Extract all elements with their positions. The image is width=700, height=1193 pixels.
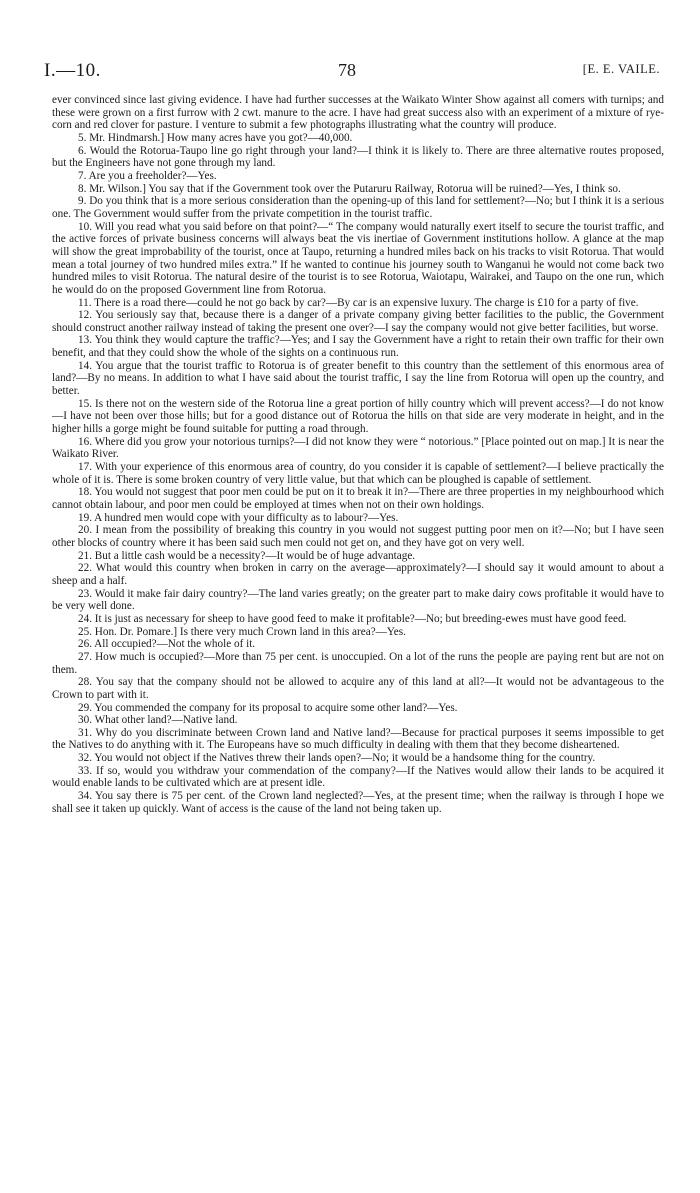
question-25: 25. Hon. Dr. Pomare.] Is there very much Crown land in this area?—Yes. xyxy=(78,625,406,638)
question-31: 31. Why do you discriminate between Crown land and Native land?—Because for practical purposes it seems impossible to get the Natives to do anything with it. The Europeans have so much difficulty in dealing with them that they become disheartened. xyxy=(52,726,664,752)
question-29: 29. You commended the company for its proposal to acquire some other land?—Yes. xyxy=(78,701,458,714)
witness-name: [E. E. VAILE. xyxy=(582,62,660,76)
question-8: 8. Mr. Wilson.] You say that if the Government took over the Putaruru Railway, Rotorua will be ruined?—Yes, I think so. xyxy=(78,182,621,195)
question-14: 14. You argue that the tourist traffic to Rotorua is of greater benefit to this country than the settlement of this enormous area of land?—By no means. In addition to what I have said about the tourist traffic, I say the line from Rotorua will open up the country, and better. xyxy=(52,359,664,398)
question-26: 26. All occupied?—Not the whole of it. xyxy=(78,638,256,651)
question-12: 12. You seriously say that, because there is a danger of a private company giving better facilities to the public, the Government should construct another railway instead of taking the present one over?—I say the company would not give better facilities, but worse. xyxy=(52,309,664,334)
question-20: 20. I mean from the possibility of breaking this country in you would not suggest putting poor men on it?—No; but I have seen other blocks of country where it has been said such men could not get on, and they have got on very well. xyxy=(52,524,664,549)
question-22: 22. What would this country when broken in carry on the average—approximately?—I should say it would amount to about a sheep and a half. xyxy=(52,562,664,587)
question-17: 17. With your experience of this enormous area of country, do you consider it is capable of settlement?—I believe practically the whole of it is. There is some broken country of very little value, but that which can be ploughed is capable of settlement. xyxy=(52,461,664,486)
question-34: 34. You say there is 75 per cent. of the Crown land neglected?—Yes, at the present time; when the railway is through I hope we shall see it taken up quickly. Want of access is the cause of the land not being taken up. xyxy=(52,790,664,815)
page-number: 78 xyxy=(338,60,356,80)
question-10: 10. Will you read what you said before on that point?—“ The company would naturally exert itself to secure the tourist traffic, and the active forces of private business concerns will always beat the vis inertiae of Government institutions hollow. A glance at the map will show the great improbability of the tourist, once at Taupo, returning a hundred miles back on his tracks to visit Rotorua. That would mean a total journey of two hundred miles extra.” If he wanted to continue his journey south to Wanganui he would not come back two hundred miles to visit Rotorua. The natural desire of the tourist is to see Rotorua, Waiotapu, Wairakei, and Taupo on the one run, which he would do on the proposed Government line from Rotorua. xyxy=(52,220,664,296)
question-5: 5. Mr. Hindmarsh.] How many acres have you got?—40,000. xyxy=(78,131,353,144)
question-28: 28. You say that the company should not be allowed to acquire any of this land at all?—It would not be advantageous to the Crown to part with it. xyxy=(52,676,664,701)
question-9: 9. Do you think that is a more serious consideration than the opening-up of this land for settlement?—No; but I think it is a serious one. The Government would suffer from the private competition in the tourist traffic. xyxy=(52,195,664,220)
question-15: 15. Is there not on the western side of the Rotorua line a great portion of hilly country which will prevent access?—I do not know—I have not been over those hills; but for a good distance out of Rotorua the hills on that side are very moderate in height, and in the higher hills a gorge might be found suitable for putting a road through. xyxy=(52,397,664,436)
body-text xyxy=(52,94,664,815)
question-30: 30. What other land?—Native land. xyxy=(78,714,238,727)
page-reference: I.—10. xyxy=(44,60,101,81)
question-6: 6. Would the Rotorua-Taupo line go right through your land?—I think it is likely to. There are three alternative routes proposed, but the Engineers have not gone through my land. xyxy=(52,144,664,170)
question-32: 32. You would not object if the Natives threw their lands open?—No; it would be a handsome thing for the country. xyxy=(78,752,596,765)
question-27: 27. How much is occupied?—More than 75 per cent. is unoccupied. On a lot of the runs the people are paying rent but are not on them. xyxy=(52,650,664,676)
question-24: 24. It is just as necessary for sheep to have good feed to make it profitable?—No; but breeding-ewes must have good feed. xyxy=(78,612,627,625)
question-19: 19. A hundred men would cope with your difficulty as to labour?—Yes. xyxy=(78,511,399,524)
question-33: 33. If so, would you withdraw your commendation of the company?—If the Natives would allow their lands to be acquired it would enable lands to be cultivated which are at present idle. xyxy=(52,764,664,790)
question-16: 16. Where did you grow your notorious turnips?—I did not know they were “ notorious.” [Place pointed out on map.] It is near the Waikato River. xyxy=(52,435,664,461)
question-13: 13. You think they would capture the traffic?—Yes; and I say the Government have a right to retain their own traffic for their own benefit, and that they could show the whole of the sights on a continuous run. xyxy=(52,334,664,360)
question-7: 7. Are you a freeholder?—Yes. xyxy=(78,169,217,182)
question-18: 18. You would not suggest that poor men could be put on it to break it in?—There are three properties in my neighbourhood which cannot obtain labour, and poor men could be employed at times when not on their own holdings. xyxy=(52,486,664,511)
question-11: 11. There is a road there—could he not go back by car?—By car is an expensive luxury. The charge is £10 for a party of five. xyxy=(78,296,639,309)
question-21: 21. But a little cash would be a necessity?—It would be of huge advantage. xyxy=(78,549,416,562)
question-23: 23. Would it make fair dairy country?—The land varies greatly; on the greater part to make dairy cows profitable it would have to be very well done. xyxy=(52,587,664,613)
paragraph-continuation: ever convinced since last giving evidence. I have had further successes at the Waikato Winter Show against all comers with turnips; and these were grown on a first furrow with 2 cwt. manure to the acre. I have had great success also with an experiment of a mixture of rye-corn and red clover for pasture. I venture to submit a few photographs illustrating what the country will produce. xyxy=(52,94,664,132)
